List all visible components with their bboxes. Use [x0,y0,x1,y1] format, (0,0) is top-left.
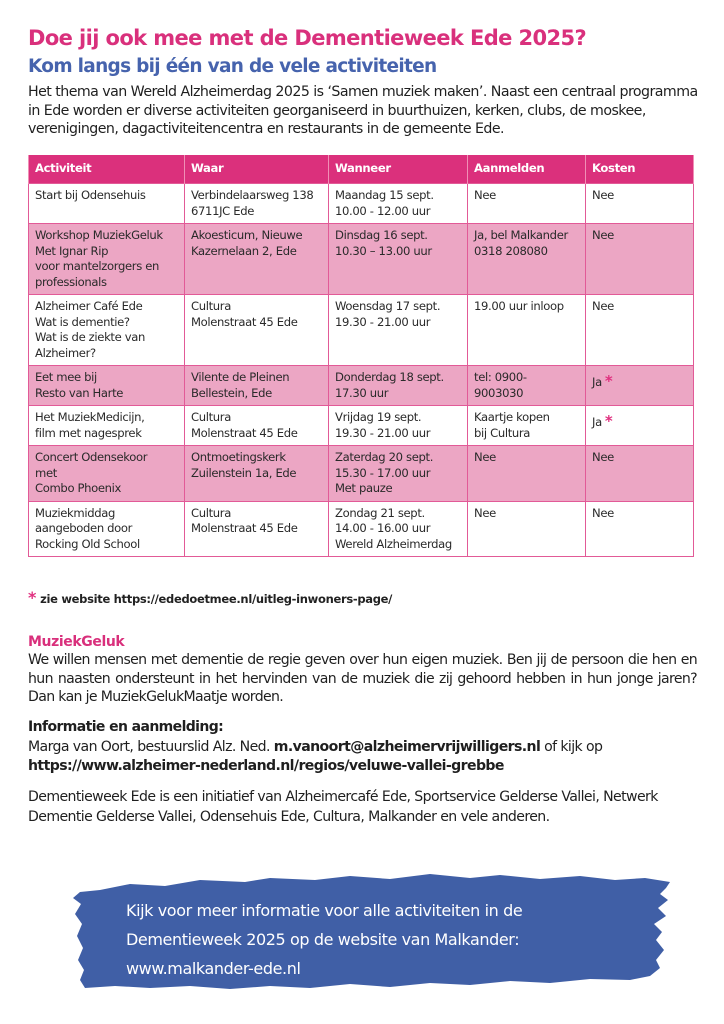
cell-line: Start bij Odensehuis [35,188,146,202]
activities-table [28,155,694,557]
cell-waar [185,184,329,224]
cell-line: Maandag 15 sept. [335,188,434,202]
cell-line: Alzheimer? [35,345,96,360]
muziekgeluk-paragraph: We willen mensen met dementie de regie geven over hun eigen muziek. Ben jij de persoon die hen en hun naasten ondersteunt in het hervinden van de muziek die zij gehoord hebben in hun jonge jaren? Dan kan je MuziekGelukMaatje worden. [28,652,697,705]
cell-aanmelden [468,446,586,502]
cost-value: Ja [592,375,602,389]
cell-wanneer [329,366,468,406]
table-body [29,184,694,557]
cell-line: Molenstraat 45 Ede [191,521,298,535]
initiative-paragraph: Dementieweek Ede is een initiatief van Alzheimercafé Ede, Sportservice Gelderse Vallei, Netwerk Dementie Gelderse Vallei, Odensehuis Ede, Cultura, Malkander en vele anderen. [28,789,658,825]
cell-line: 0318 208080 [474,243,548,258]
cell-line: 19.30 - 21.00 uur [335,425,431,440]
cell-kosten [586,406,694,446]
cell-kosten [586,366,694,406]
table-row [29,501,694,557]
cell-line: Nee [474,505,496,520]
cell-line: Dinsdag 16 sept. [335,228,428,242]
malkander-website-link[interactable]: www.malkander-ede.nl [126,959,301,978]
cell-line: 10.30 – 13.00 uur [335,243,432,258]
cell-line: 19.30 - 21.00 uur [335,314,431,329]
cost-value: Ja [592,415,602,429]
cell-line: Eet mee bij [35,370,97,384]
cost-value: Nee [592,188,614,202]
cell-line: Cultura [191,299,231,313]
cell-line: bij Cultura [474,425,531,440]
cell-line: Zuilenstein 1a, Ede [191,465,297,480]
alzheimer-nederland-link[interactable]: https://www.alzheimer-nederland.nl/regios/veluwe-vallei-grebbe [28,758,504,774]
cell-wanneer [329,295,468,366]
cell-activiteit [29,366,185,406]
asterisk-icon: * [28,588,37,607]
banner-line: Kijk voor meer informatie voor alle activiteiten in de [126,901,523,920]
cell-wanneer [329,446,468,502]
cell-line: aangeboden door [35,521,133,535]
cell-line: Het MuziekMedicijn, [35,410,145,424]
cell-line: 6711JC Ede [191,203,255,218]
cell-line: Nee [474,188,496,202]
cell-line: Cultura [191,505,231,520]
cell-line: Molenstraat 45 Ede [191,425,298,440]
cell-kosten [586,224,694,295]
cell-kosten [586,295,694,366]
table-row [29,184,694,224]
cell-activiteit [29,224,185,295]
cost-value: Nee [592,505,614,520]
cell-aanmelden [468,184,586,224]
cell-aanmelden [468,501,586,557]
cell-line: Nee [474,450,496,464]
page-subtitle: Kom langs bij één van de vele activiteiten [28,56,437,77]
footnote-text: zie website https://ededoetmee.nl/uitleg-inwoners-page/ [40,592,393,606]
info-heading: Informatie en aanmelding: [28,719,224,735]
cell-line: Zaterdag 20 sept. [335,450,434,464]
cost-value: Nee [592,299,614,313]
cell-waar [185,406,329,446]
cell-line: Alzheimer Café Ede [35,299,143,313]
cost-value: Nee [592,450,614,464]
cell-activiteit [29,184,185,224]
cell-line: Donderdag 18 sept. [335,370,444,384]
page-title: Doe jij ook mee met de Dementieweek Ede 2025? [28,26,587,50]
muziekgeluk-heading: MuziekGeluk [28,634,125,650]
column-header-wanneer: Wanneer [329,155,468,184]
cell-line: 19.00 uur inloop [474,299,564,313]
cell-line: met [35,465,57,480]
cell-line: Kazernelaan 2, Ede [191,243,297,258]
table-row [29,366,694,406]
cell-activiteit [29,295,185,366]
cell-line: Vrijdag 19 sept. [335,410,422,424]
cell-kosten [586,446,694,502]
cell-line: Akoesticum, Nieuwe [191,228,303,242]
cell-line: tel: 0900- [474,370,527,384]
table-row [29,224,694,295]
cell-waar [185,366,329,406]
cell-line: Verbindelaarsweg 138 [191,188,314,202]
cell-line: 10.00 - 12.00 uur [335,203,431,218]
footnote [28,588,392,607]
banner-text [126,896,646,983]
table-row [29,446,694,502]
cost-value: Nee [592,228,614,242]
info-paragraph [28,738,708,776]
cell-line: Met Ignar Rip [35,243,109,258]
cell-line: Wat is dementie? [35,314,130,329]
cell-line: Workshop MuziekGeluk [35,228,163,242]
cell-line: Wereld Alzheimerdag [335,536,452,551]
cell-line: film met nagesprek [35,425,142,440]
cell-wanneer [329,501,468,557]
cell-line: 9003030 [474,385,524,400]
cell-line: voor mantelzorgers en [35,259,160,273]
asterisk-icon: * [604,412,613,430]
cell-aanmelden [468,366,586,406]
contact-email-link[interactable]: m.vanoort@alzheimervrijwilligers.nl [273,739,541,755]
cell-waar [185,446,329,502]
cell-kosten [586,501,694,557]
cell-aanmelden [468,224,586,295]
contact-text: Marga van Oort, bestuurslid Alz. Ned. [28,739,274,755]
cell-line: Muziekmiddag [35,505,116,520]
cell-line: 15.30 - 17.00 uur [335,465,431,480]
cell-line: Kaartje kopen [474,410,550,424]
cell-activiteit [29,501,185,557]
cell-wanneer [329,184,468,224]
cell-line: Ja, bel Malkander [474,228,568,242]
cell-line: 14.00 - 16.00 uur [335,521,431,535]
table-row [29,295,694,366]
cell-line: Met pauze [335,481,393,495]
malkander-banner [70,870,676,994]
cell-line: Wat is de ziekte van [35,330,146,344]
cell-line: Resto van Harte [35,385,124,400]
cell-waar [185,501,329,557]
cell-line: Zondag 21 sept. [335,505,425,520]
column-header-waar: Waar [185,155,329,184]
cell-line: Woensdag 17 sept. [335,299,441,313]
cell-waar [185,295,329,366]
contact-mid-text: of kijk op [540,739,603,755]
cell-aanmelden [468,295,586,366]
cell-wanneer [329,224,468,295]
intro-paragraph: Het thema van Wereld Alzheimerdag 2025 is ‘Samen muziek maken’. Naast een centraal programma in Ede worden er diverse activiteiten georganiseerd in buurthuizen, kerken, clubs, de moskee, verenigingen, dagactiviteitencentra en restaurants in de gemeente Ede. [28,84,698,137]
cell-wanneer [329,406,468,446]
cell-line: Concert Odensekoor [35,450,148,464]
asterisk-icon: * [604,372,613,390]
column-header-activiteit: Activiteit [29,155,185,184]
cell-line: Rocking Old School [35,536,140,551]
cell-line: professionals [35,274,107,289]
cell-line: 17.30 uur [335,385,389,400]
cell-line: Molenstraat 45 Ede [191,314,298,329]
cell-line: Combo Phoenix [35,481,122,495]
table-header-row [29,155,694,184]
cell-kosten [586,184,694,224]
cell-line: Bellestein, Ede [191,385,272,400]
cell-activiteit [29,406,185,446]
cell-aanmelden [468,406,586,446]
banner-line: Dementieweek 2025 op de website van Malkander: [126,930,520,949]
cell-activiteit [29,446,185,502]
column-header-aanmelden: Aanmelden [468,155,586,184]
cell-waar [185,224,329,295]
cell-line: Vilente de Pleinen [191,370,290,384]
column-header-kosten: Kosten [586,155,694,184]
table-row [29,406,694,446]
cell-line: Ontmoetingskerk [191,450,286,464]
cell-line: Cultura [191,410,231,424]
